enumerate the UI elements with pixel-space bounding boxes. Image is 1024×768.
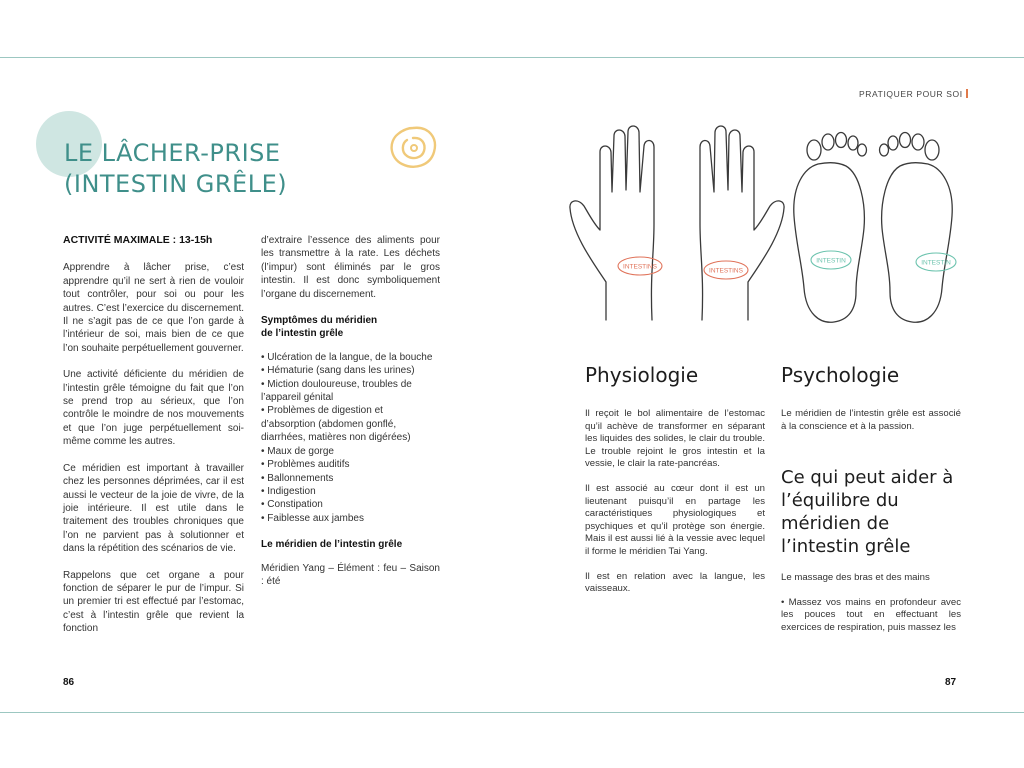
left-column-1 (63, 234, 244, 649)
list-item: • Constipation (261, 499, 323, 511)
list-item: • Faiblesse aux jambes (261, 512, 364, 524)
list-item: • Ulcération de la langue, de la bouche (261, 351, 433, 363)
running-head-bar (966, 89, 968, 98)
meridian-heading: Le méridien de l’intestin grêle (261, 539, 403, 551)
symptoms-heading (261, 314, 440, 341)
symptoms-heading-line-1: Symptômes du méridien (261, 315, 378, 327)
paragraph: d’extraire l’essence des aliments pour les transmettre à la rate. Les déchets (l’impur) sont éliminés par le gros intestin. Il est donc symboliquement l’organe du discernement. (261, 235, 440, 300)
help-heading: Ce qui peut aider à l’équilibre du méridien de l’intestin grêle (781, 467, 954, 557)
page-title (64, 138, 287, 200)
list-item: • Indigestion (261, 485, 316, 497)
hands-feet-illustration (566, 124, 966, 324)
activity-heading: ACTIVITÉ MAXIMALE : 13-15h (63, 234, 213, 246)
list-item: • Problèmes de digestion et d’absorption (abdomen gonflé, diarrhées, matières non digérées) (261, 405, 411, 444)
running-head-text: PRATIQUER POUR SOI (859, 89, 963, 99)
page-number-left: 86 (63, 677, 75, 688)
meridian-text: Méridien Yang – Élément : feu – Saison : été (261, 562, 440, 587)
physiologie-heading: Physiologie (585, 363, 699, 387)
intestin-label: INTESTINS (709, 267, 743, 275)
psychologie-column (781, 408, 961, 445)
symptoms-list (261, 351, 440, 525)
paragraph: Il est en relation avec la langue, les vaisseaux. (585, 570, 765, 595)
paragraph: Le méridien de l’intestin grêle est associé à la conscience et à la passion. (781, 408, 961, 432)
physiologie-column (585, 408, 765, 608)
list-item: • Maux de gorge (261, 445, 334, 457)
title-line-2: (INTESTIN GRÊLE) (64, 170, 288, 198)
left-column-2 (261, 234, 440, 601)
paragraph: Il reçoit le bol alimentaire de l’estomac qu’il achève de transformer en séparant les liquides des solides, le clair du trouble. Le trouble rejoint le gros intestin et la vessie, le clair la rate-pancréas. (585, 408, 765, 470)
paragraph: Rappelons que cet organe a pour fonction de séparer le pur de l’impur. Si un premier tri est effectué par l’estomac, c’est à l’intestin grêle que revient la fonction (63, 569, 244, 635)
paragraph: Apprendre à lâcher prise, c’est apprendre qu’il ne sert à rien de vouloir tout contrôler, pour soi ou pour les autres. C’est l’exercice du discernement. Il ne s’agit pas de ce que l’on garde à l’intérieur de soi, mais bien de ce que l’on souhaite perpétuellement gouverner. (63, 262, 244, 354)
running-head (859, 89, 968, 99)
list-item: • Problèmes auditifs (261, 459, 350, 471)
right-foot-icon (882, 163, 953, 323)
list-item: • Ballonnements (261, 472, 334, 484)
paragraph: Ce méridien est important à travailler chez les personnes déprimées, car il est aussi le vecteur de la joie de vivre, de la joie intérieure. Il est utile dans le traitement des troubles chroniques que l’on ne parvient pas à solutionner et dans la répétition des scénarios de vie. (63, 462, 244, 555)
left-hand-icon (570, 126, 654, 320)
paragraph: Le massage des bras et des mains (781, 572, 930, 583)
intestin-label: INTESTIN (816, 257, 846, 265)
paragraph: Une activité déficiente du méridien de l’intestin grêle témoigne du fait que l’on se prend trop au sérieux, que l’on contrôle le moindre de nos mouvements et que l’on juge perpétuellement soi-même comme les autres. (63, 369, 244, 448)
swirl-icon (384, 122, 442, 174)
paragraph: Il est associé au cœur dont il est un lieutenant puisqu’il en partage les caractéristiques physiologiques et psychiques et qu’il protège son énergie. Mais il est aussi lié à la vessie avec lequel il forme le méridien Tai Yang. (585, 482, 765, 557)
title-line-1: LE LÂCHER-PRISE (64, 139, 281, 167)
page-number-right: 87 (945, 677, 957, 688)
list-item: • Hématurie (sang dans les urines) (261, 365, 415, 377)
help-column (781, 572, 961, 646)
right-page (512, 58, 1024, 712)
intestin-label: INTESTINS (623, 263, 657, 271)
symptoms-heading-line-2: de l’intestin grêle (261, 328, 344, 340)
left-page (0, 58, 512, 712)
intestin-label: INTESTIN (921, 259, 951, 267)
right-hand-icon (700, 126, 784, 320)
list-item: • Miction douloureuse, troubles de l’appareil génital (261, 378, 412, 404)
bottom-rule (0, 712, 1024, 713)
left-foot-icon (794, 163, 865, 323)
psychologie-heading: Psychologie (781, 363, 900, 387)
paragraph: • Massez vos mains en profondeur avec les pouces tout en effectuant les exercices de respiration, puis massez les (781, 596, 961, 633)
